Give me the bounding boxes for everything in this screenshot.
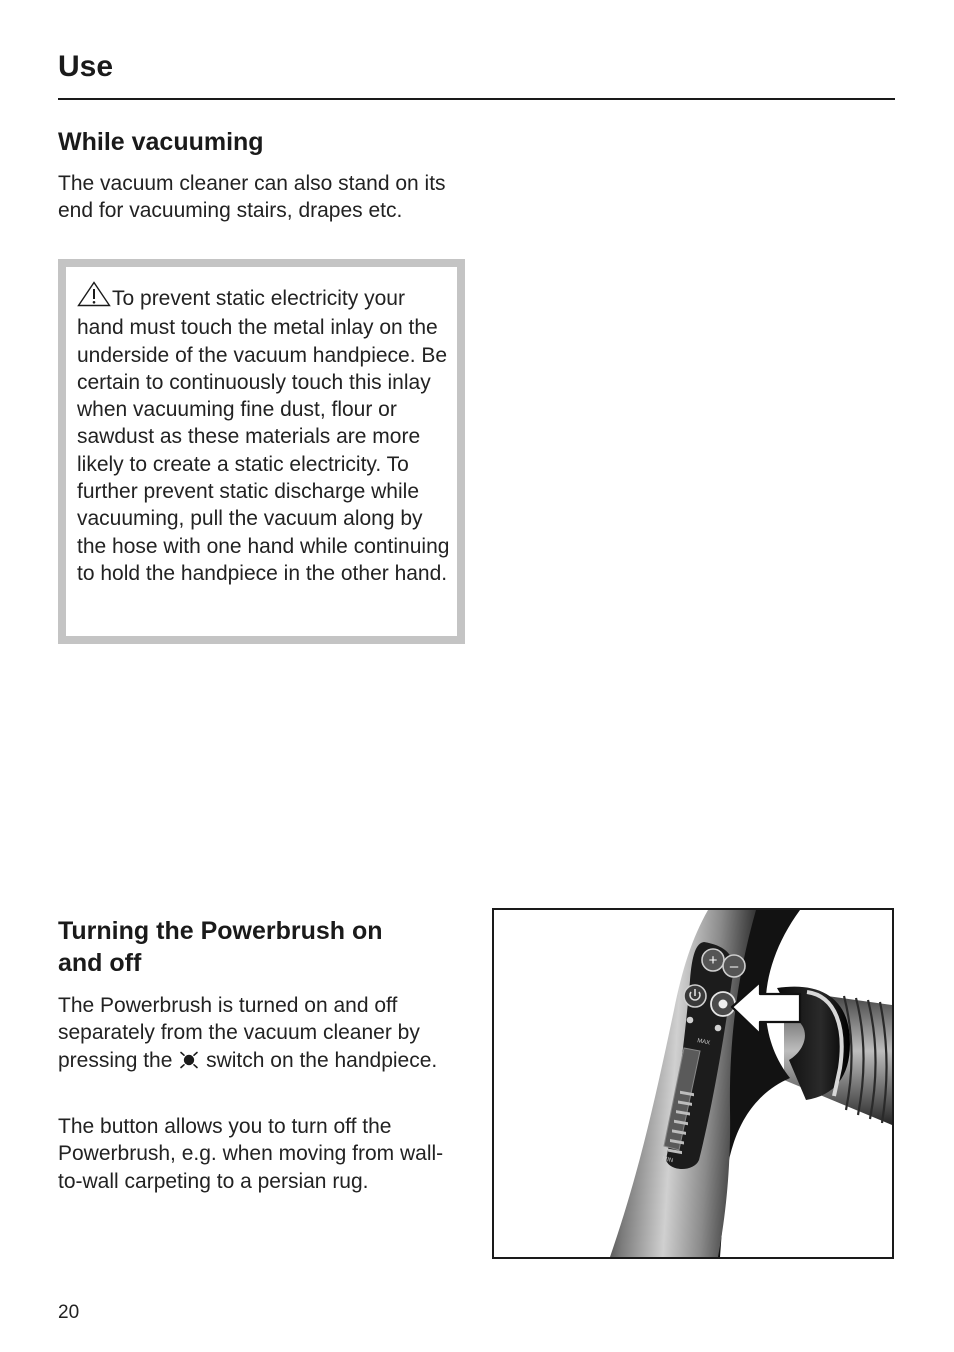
heading-line-2: and off bbox=[58, 949, 142, 977]
section-heading-while-vacuuming: While vacuuming bbox=[58, 128, 264, 156]
heading-line-1: Turning the Powerbrush on bbox=[58, 917, 383, 945]
warning-triangle-icon bbox=[77, 281, 111, 314]
meter-label-max: MAX bbox=[696, 1038, 711, 1047]
paragraph-powerbrush-switch bbox=[58, 992, 463, 1077]
section-heading-powerbrush bbox=[58, 915, 383, 979]
warning-body: To prevent static electricity your hand must touch the metal inlay on the underside of the vacuum handpiece. Be certain to continuously touch this inlay when vacuuming fine dust, flour or sawdust as these materials are more likely to create a static electricity. To further prevent static discharge while vacuuming, pull the vacuum along by the hose with one hand while continuing to hold the handpiece in the other hand. bbox=[77, 287, 450, 585]
para-text-after-icon: switch on the handpiece. bbox=[200, 1048, 438, 1072]
powerbrush-switch-icon bbox=[178, 1050, 200, 1077]
warning-box bbox=[58, 259, 465, 644]
paragraph-stand-on-end: The vacuum cleaner can also stand on its end for vacuuming stairs, drapes etc. bbox=[58, 172, 446, 223]
minus-button-label: – bbox=[729, 958, 739, 975]
warning-text bbox=[77, 281, 457, 587]
plus-button-label: + bbox=[708, 952, 718, 969]
page-title: Use bbox=[58, 50, 114, 83]
para-text-before-icon: The Powerbrush is turned on and off separately from the vacuum cleaner by pressing the bbox=[58, 994, 420, 1072]
title-rule bbox=[58, 98, 895, 100]
meter-label-min: MIN bbox=[661, 1156, 674, 1165]
handpiece-drawing bbox=[494, 910, 892, 1257]
vacuum-handpiece-illustration bbox=[492, 908, 894, 1259]
paragraph-turn-off-powerbrush: The button allows you to turn off the Powerbrush, e.g. when moving from wall-to-wall carpeting to a persian rug. bbox=[58, 1115, 444, 1193]
page-number: 20 bbox=[58, 1302, 80, 1323]
